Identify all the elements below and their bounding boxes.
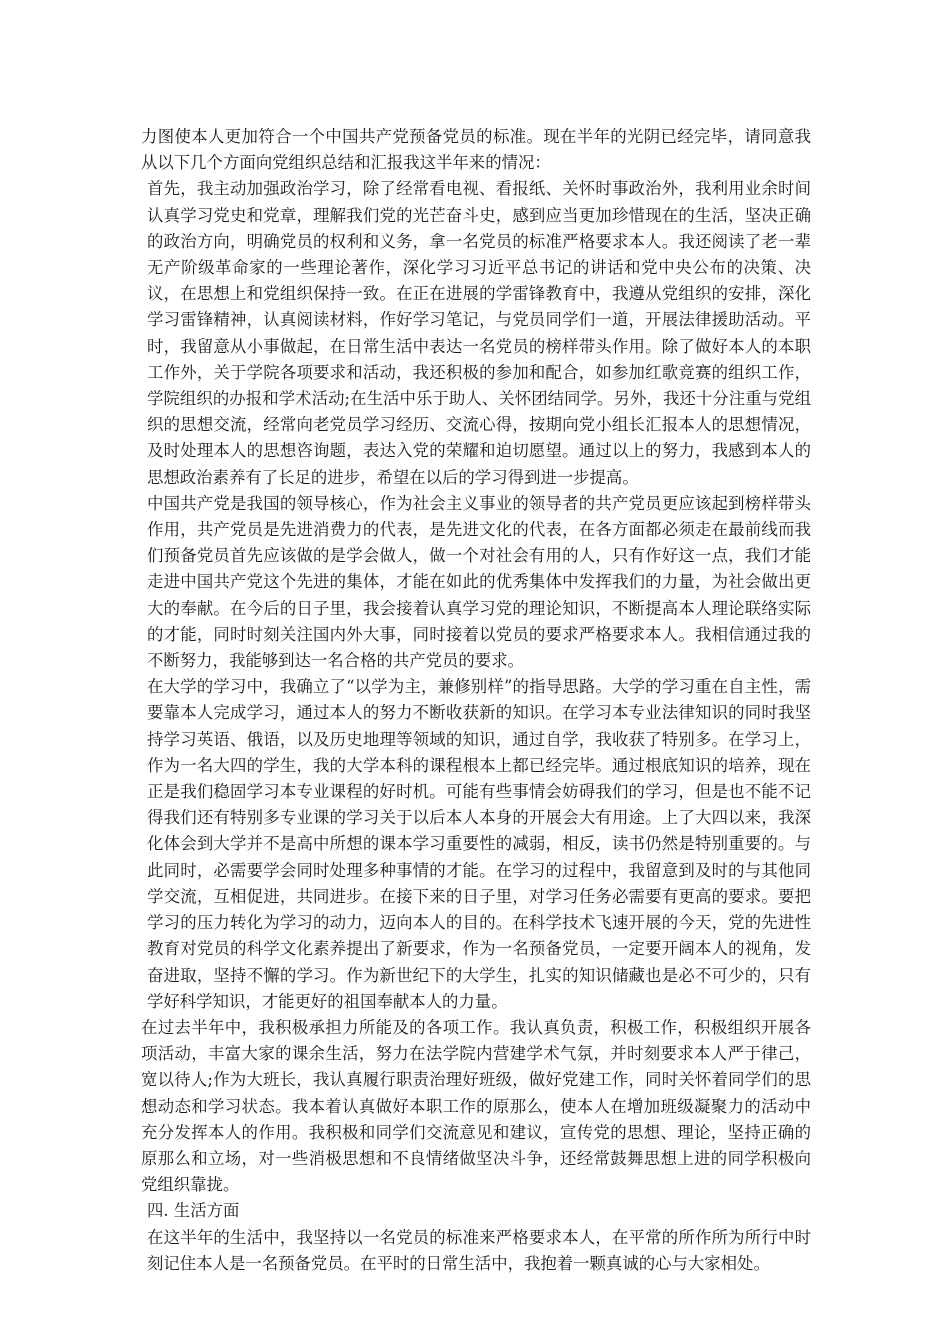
- paragraph-party-role: 中国共产党是我国的领导核心，作为社会主义事业的领导者的共产党员更应该起到榜样带头作用，共产党员是先进消费力的代表，是先进文化的代表，在各方面都必须走在最前线而我们预备党员首先应该做的是学会做人，做一个对社会有用的人，只有作好这一点，我们才能走进中国共产党这个先进的集体，才能在如此的优秀集体中发挥我们的力量，为社会做出更大的奉献。在今后的日子里，我会接着认真学习党的理论知识，不断提高本人理论联络实际的才能，同时时刻关注国内外大事，同时接着以党员的要求严格要求本人。我相信通过我的不断努力，我能够到达一名合格的共产党员的要求。: [147, 493, 811, 671]
- paragraph-life: 在这半年的生活中，我坚持以一名党员的标准来严格要求本人，在平常的所作所为所行中时刻记住本人是一名预备党员。在平时的日常生活中，我抱着一颗真诚的心与大家相处。: [147, 1227, 811, 1273]
- paragraph-political-study: 首先，我主动加强政治学习，除了经常看电视、看报纸、关怀时事政治外，我利用业余时间认真学习党史和党章，理解我们党的光芒奋斗史，感到应当更加珍惜现在的生活，坚决正确的政治方向，明确党员的权利和义务，拿一名党员的标准严格要求本人。我还阅读了老一辈无产阶级革命家的一些理论著作，深化学习习近平总书记的讲话和党中央公布的决策、决议，在思想上和党组织保持一致。在正在进展的学雷锋教育中，我遵从党组织的安排，深化学习雷锋精神，认真阅读材料，作好学习笔记，与党员同学们一道，开展法律援助活动。平时，我留意从小事做起，在日常生活中表达一名党员的榜样带头作用。除了做好本人的本职工作外，关于学院各项要求和活动，我还积极的参加和配合，如参加红歌竞赛的组织工作，学院组织的办报和学术活动;在生活中乐于助人、关怀团结同学。另外，我还十分注重与党组织的思想交流，经常向老党员学习经历、交流心得，按期向党小组长汇报本人的思想情况，及时处理本人的思想咨询题，表达入党的荣耀和迫切愿望。通过以上的努力，我感到本人的思想政治素养有了长足的进步，希望在以后的学习得到进一步提高。: [147, 179, 811, 487]
- section-heading-life: 四. 生活方面: [147, 1201, 240, 1221]
- paragraph-intro: 力图使本人更加符合一个中国共产党预备党员的标准。现在半年的光阴已经完毕，请同意我从以下几个方面向党组织总结和汇报我这半年来的情况：: [141, 127, 811, 173]
- document-body: [141, 124, 811, 1277]
- paragraph-academic-study: 在大学的学习中，我确立了“以学为主，兼修别样”的指导思路。大学的学习重在自主性，需要靠本人完成学习，通过本人的努力不断收获新的知识。在学习本专业法律知识的同时我坚持学习英语、俄语，以及历史地理等领域的知识，通过自学，我收获了特别多。在学习上，作为一名大四的学生，我的大学本科的课程根本上都已经完毕。通过根底知识的培养，现在正是我们稳固学习本专业课程的好时机。可能有些事情会妨碍我们的学习，但是也不能不记得我们还有特别多专业课的学习关于以后本人本身的开展会大有用途。上了大四以来，我深化体会到大学并不是高中所想的课本学习重要性的减弱，相反，读书仍然是特别重要的。与此同时，必需要学会同时处理多种事情的才能。在学习的过程中，我留意到及时的与其他同学交流，互相促进，共同进步。在接下来的日子里，对学习任务必需要有更高的要求。要把学习的压力转化为学习的动力，迈向本人的目的。在科学技术飞速开展的今天，党的先进性教育对党员的科学文化素养提出了新要求，作为一名预备党员，一定要开阔本人的视角，发奋进取，坚持不懈的学习。作为新世纪下的大学生，扎实的知识储藏也是必不可少的，只有学好科学知识，才能更好的祖国奉献本人的力量。: [147, 677, 811, 1011]
- paragraph-work: 在过去半年中，我积极承担力所能及的各项工作。我认真负责，积极工作，积极组织开展各项活动，丰富大家的课余生活，努力在法学院内营建学术气氛，并时刻要求本人严于律己，宽以待人;作为大班长，我认真履行职责治理好班级，做好党建工作，同时关怀着同学们的思想动态和学习状态。我本着认真做好本职工作的原那么，使本人在增加班级凝聚力的活动中充分发挥本人的作用。我积极和同学们交流意见和建议，宣传党的思想、理论，坚持正确的原那么和立场，对一些消极思想和不良情绪做坚决斗争，还经常鼓舞思想上进的同学积极向党组织靠拢。: [141, 1017, 811, 1195]
